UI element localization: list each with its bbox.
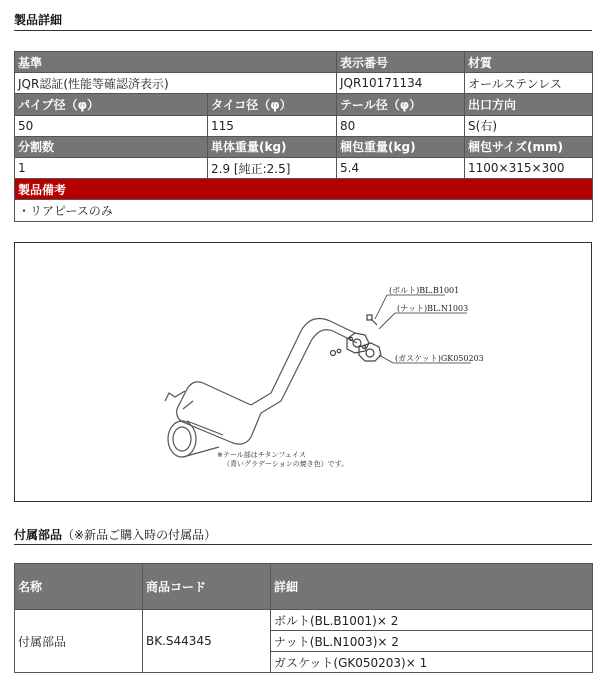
value-package-weight: 5.4 [337,157,465,178]
value-unit-weight: 2.9 [純正:2.5] [208,157,337,178]
header-unit-weight: 単体重量(kg) [208,136,337,157]
spec-value-row [15,157,593,178]
value-exit-direction: S(右) [465,115,593,136]
header-package-weight: 梱包重量(kg) [337,136,465,157]
accessories-table [14,563,593,673]
exhaust-drawing [15,243,591,501]
value-detail-bolt: ボルト(BL.B1001)× 2 [271,610,593,631]
accessories-subtitle: （※新品ご購入時の付属品） [62,528,217,542]
value-detail-gasket: ガスケット(GK050203)× 1 [271,652,593,673]
value-silencer-diameter: 115 [208,115,337,136]
section-divider [14,544,592,545]
product-diagram [14,242,592,502]
spec-table [14,51,593,222]
header-material: 材質 [465,52,593,73]
value-pipe-diameter: 50 [15,115,208,136]
header-silencer-diameter: タイコ径（φ） [208,94,337,115]
value-accessory-name: 付属部品 [15,610,143,673]
spec-header-row [15,94,593,115]
value-standard: JQR認証(性能等確認済表示) [15,73,337,94]
notes-header-row [15,179,593,200]
gasket-label: (ガスケット)GK050203 [395,354,484,363]
header-standard: 基準 [15,52,337,73]
nut-label: (ナット)BL.N1003 [397,304,469,313]
value-package-size: 1100×315×300 [465,157,593,178]
header-exit-direction: 出口方向 [465,94,593,115]
header-pieces: 分割数 [15,136,208,157]
figure-note-line1: ※テール部はチタンフェイス [217,451,306,459]
header-details: 詳細 [271,564,593,610]
value-detail-nut: ナット(BL.N1003)× 2 [271,631,593,652]
value-material: オールステンレス [465,73,593,94]
accessories-row [15,610,593,631]
value-display-number: JQR10171134 [337,73,465,94]
figure-note-line2: （青いグラデーションの焼き色）です。 [223,460,349,468]
header-pipe-diameter: パイプ径（φ） [15,94,208,115]
spec-value-row [15,115,593,136]
header-tail-diameter: テール径（φ） [337,94,465,115]
header-product-notes: 製品備考 [15,179,593,200]
accessories-header-row [15,564,593,610]
spec-header-row [15,52,593,73]
spec-value-row [15,73,593,94]
value-pieces: 1 [15,157,208,178]
value-product-notes: ・リアピースのみ [15,200,593,221]
accessories-title: 付属部品 [14,528,63,542]
section-title-accessories [14,526,216,543]
value-accessory-code: BK.S44345 [143,610,271,673]
bolt-label: (ボルト)BL.B1001 [389,286,460,295]
header-package-size: 梱包サイズ(mm) [465,136,593,157]
notes-value-row [15,200,593,221]
value-tail-diameter: 80 [337,115,465,136]
header-name: 名称 [15,564,143,610]
header-display-number: 表示番号 [337,52,465,73]
section-divider [14,30,592,31]
spec-header-row [15,136,593,157]
header-product-code: 商品コード [143,564,271,610]
section-title-product-details: 製品詳細 [14,13,63,27]
